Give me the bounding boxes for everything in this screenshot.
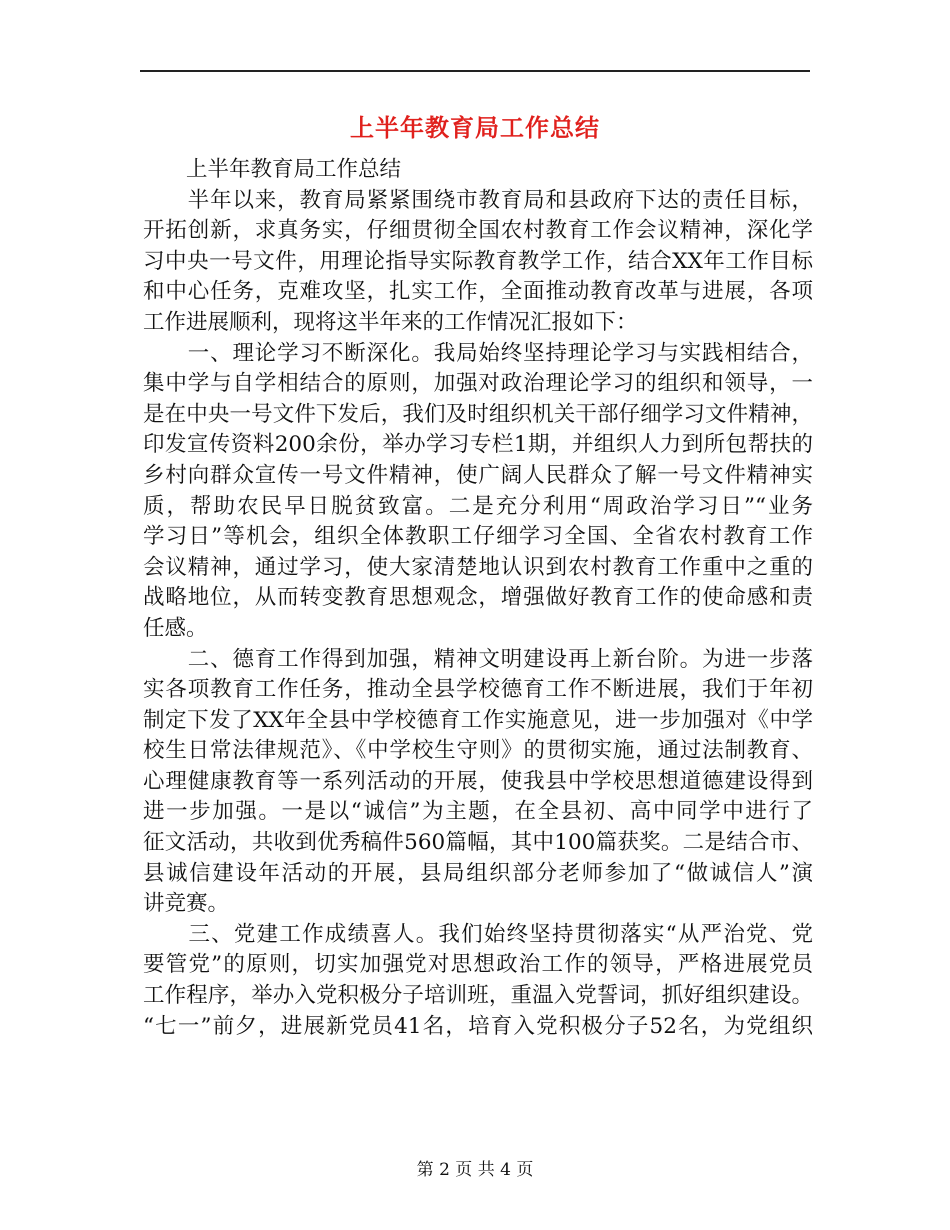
body-text-line: 质，帮助农民早日脱贫致富。二是充分利用“周政治学习日”“业务	[143, 493, 813, 519]
body-text-line: 任感。	[143, 615, 208, 641]
body-text-line: 会议精神，通过学习，使大家清楚地认识到农村教育工作重中之重的	[143, 554, 813, 580]
document-body	[143, 155, 813, 1042]
body-text-line: 印发宣传资料200余份，举办学习专栏1期，并组织人力到所包帮扶的	[143, 432, 813, 458]
body-text-line: 进一步加强。一是以“诚信”为主题，在全县初、高中同学中进行了	[143, 799, 813, 825]
body-text-line: 习中央一号文件，用理论指导实际教育教学工作，结合XX年工作目标	[143, 248, 813, 274]
body-text-line: 征文活动，共收到优秀稿件560篇幅，其中100篇获奖。二是结合市、	[143, 830, 813, 856]
body-text-line: 半年以来，教育局紧紧围绕市教育局和县政府下达的责任目标，	[143, 187, 813, 213]
body-text-line: 要管党”的原则，切实加强党对思想政治工作的领导，严格进展党员	[143, 952, 813, 978]
body-text-line: 工作程序，举办入党积极分子培训班，重温入党誓词，抓好组织建设。	[143, 983, 813, 1009]
document-title: 上半年教育局工作总结	[350, 113, 600, 142]
body-text-line: 乡村向群众宣传一号文件精神，使广阔人民群众了解一号文件精神实	[143, 462, 813, 488]
body-text-line: 讲竞赛。	[143, 891, 230, 917]
header-rule	[140, 70, 810, 72]
body-text-line: 实各项教育工作任务，推动全县学校德育工作不断进展，我们于年初	[143, 677, 813, 703]
body-text-line: 校生日常法律规范》、《中学校生守则》的贯彻实施，通过法制教育、	[143, 738, 813, 764]
body-text-line: 是在中央一号文件下发后，我们及时组织机关干部仔细学习文件精神，	[143, 401, 813, 427]
body-text-line: 战略地位，从而转变教育思想观念，增强做好教育工作的使命感和责	[143, 585, 813, 611]
body-text-line: 学习日”等机会，组织全体教职工仔细学习全国、全省农村教育工作	[143, 524, 813, 550]
body-text-line: 二、德育工作得到加强，精神文明建设再上新台阶。为进一步落	[143, 646, 813, 672]
body-text-line: 工作进展顺利，现将这半年来的工作情况汇报如下：	[143, 309, 638, 335]
body-text-line: 县诚信建设年活动的开展，县局组织部分老师参加了“做诚信人”演	[143, 860, 813, 886]
body-text-line: 和中心任务，克难攻坚，扎实工作，全面推动教育改革与进展，各项	[143, 279, 813, 305]
body-text-line: “七一”前夕，进展新党员41名，培育入党积极分子52名，为党组织	[143, 1013, 813, 1039]
page-number-footer: 第 2 页 共 4 页	[416, 1160, 534, 1180]
body-text-line: 上半年教育局工作总结	[143, 157, 402, 182]
body-text-line: 开拓创新，求真务实，仔细贯彻全国农村教育工作会议精神，深化学	[143, 218, 813, 244]
body-text-line: 制定下发了XX年全县中学校德育工作实施意见，进一步加强对《中学	[143, 707, 813, 733]
body-text-line: 三、党建工作成绩喜人。我们始终坚持贯彻落实“从严治党、党	[143, 921, 813, 947]
body-text-line: 集中学与自学相结合的原则，加强对政治理论学习的组织和领导，一	[143, 371, 813, 397]
body-text-line: 一、理论学习不断深化。我局始终坚持理论学习与实践相结合，	[143, 340, 813, 366]
body-text-line: 心理健康教育等一系列活动的开展，使我县中学校思想道德建设得到	[143, 768, 813, 794]
